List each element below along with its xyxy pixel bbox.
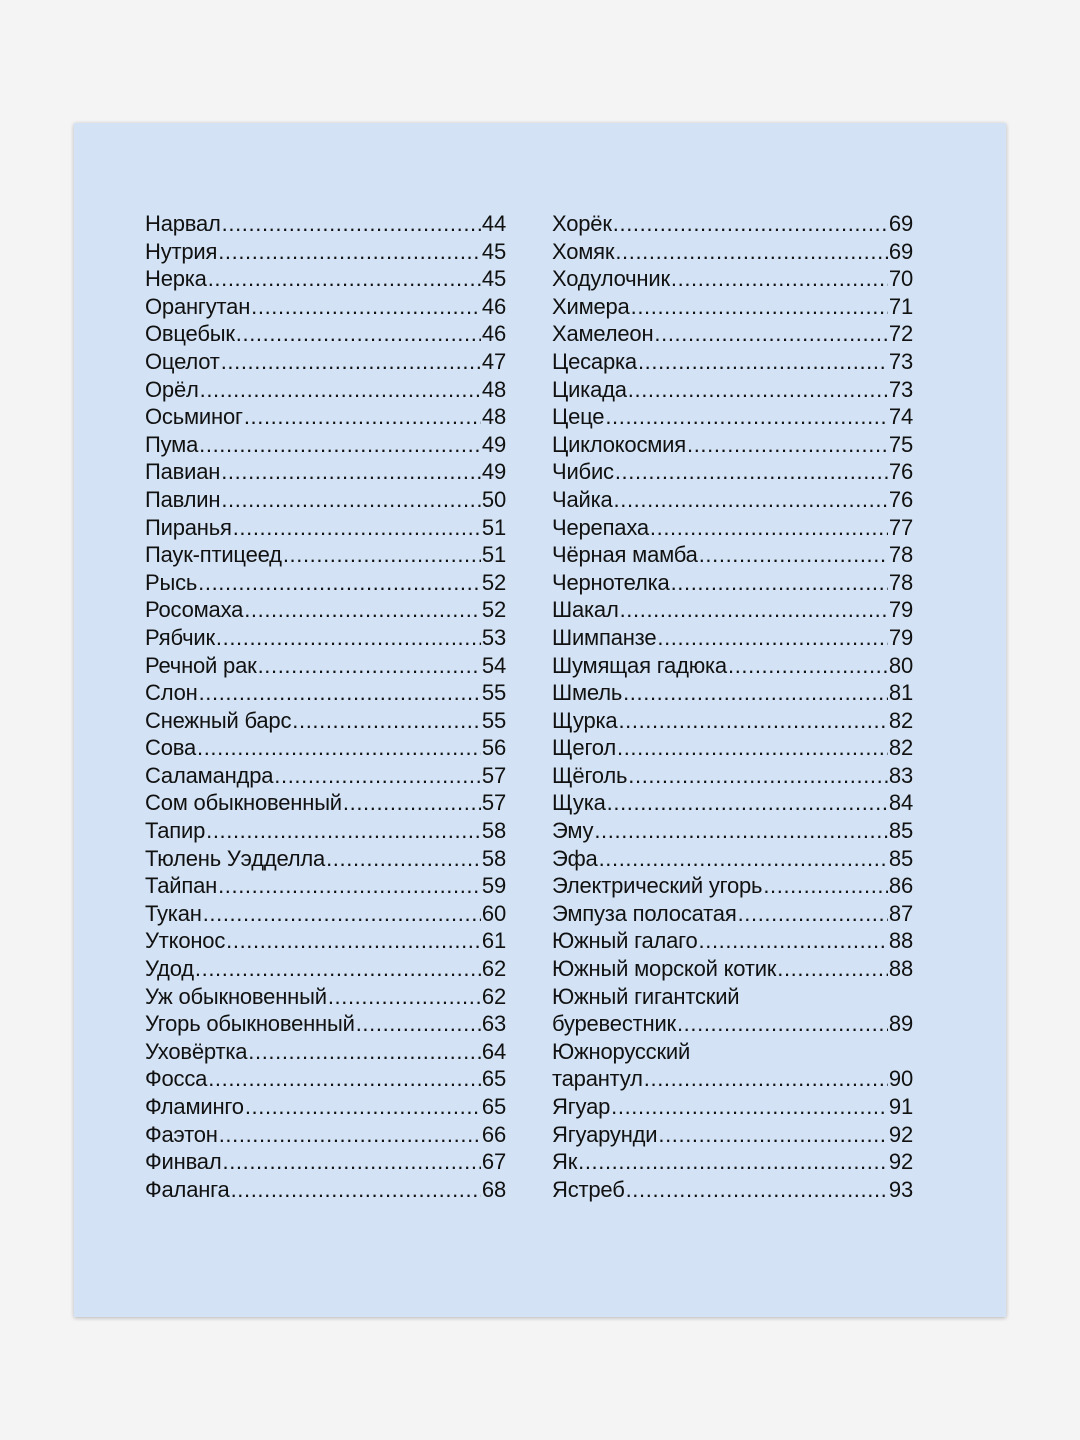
- entry-name: Хамелеон: [552, 321, 654, 347]
- dot-leader: [615, 459, 888, 485]
- entry-page-number: 60: [481, 900, 506, 926]
- entry-page-number: 45: [481, 266, 506, 292]
- entry-page-number: 59: [481, 873, 506, 899]
- entry-page-number: 66: [481, 1121, 506, 1147]
- index-entry: [552, 432, 913, 460]
- entry-name: Паук-птицеед: [145, 542, 282, 568]
- entry-page-number: 86: [888, 873, 913, 899]
- entry-name: Южный галаго: [552, 928, 698, 954]
- index-entry: [145, 515, 506, 543]
- entry-name: Сом обыкновенный: [145, 790, 342, 816]
- entry-page-number: 74: [888, 404, 913, 430]
- entry-page-number: 82: [888, 735, 913, 761]
- dot-leader: [611, 1094, 888, 1120]
- dot-leader: [738, 901, 888, 927]
- entry-name: Саламандра: [145, 762, 274, 788]
- entry-page-number: 93: [888, 1176, 913, 1202]
- entry-page-number: 51: [481, 514, 506, 540]
- dot-leader: [216, 625, 481, 651]
- entry-page-number: 50: [481, 486, 506, 512]
- dot-leader: [687, 432, 888, 458]
- entry-page-number: 87: [888, 900, 913, 926]
- index-entry: [145, 1039, 506, 1067]
- entry-name: Эмпуза полосатая: [552, 900, 737, 926]
- entry-name: Павлин: [145, 486, 221, 512]
- dot-leader: [658, 1122, 888, 1148]
- entry-page-number: 53: [481, 624, 506, 650]
- index-entry: [145, 956, 506, 984]
- entry-name: Тукан: [145, 900, 202, 926]
- entry-page-number: 52: [481, 569, 506, 595]
- index-entry: [145, 349, 506, 377]
- entry-page-number: 49: [481, 431, 506, 457]
- dot-leader: [221, 487, 481, 513]
- dot-leader: [208, 266, 481, 292]
- index-entry: [552, 790, 913, 818]
- index-entry: [145, 873, 506, 901]
- index-entry: [145, 1094, 506, 1122]
- entry-name: Фаланга: [145, 1176, 230, 1202]
- entry-name: Тюлень Уэдделла: [145, 845, 326, 871]
- entry-name: Ягуарунди: [552, 1121, 658, 1147]
- entry-name: Оцелот: [145, 348, 220, 374]
- index-entry: [145, 542, 506, 570]
- dot-leader: [620, 597, 888, 623]
- dot-leader: [699, 542, 888, 568]
- entry-page-number: 49: [481, 459, 506, 485]
- dot-leader: [671, 266, 888, 292]
- dot-leader: [283, 542, 481, 568]
- entry-page-number: 91: [888, 1094, 913, 1119]
- index-entry: [552, 956, 913, 984]
- index-entry: [145, 432, 506, 460]
- index-entry: [145, 928, 506, 956]
- index-entry: [145, 1149, 506, 1177]
- index-entry: [552, 1011, 913, 1039]
- entry-page-number: 64: [481, 1038, 506, 1064]
- entry-name: Щегол: [552, 735, 616, 761]
- entry-name: Пума: [145, 431, 199, 457]
- entry-name: Шмель: [552, 680, 623, 706]
- entry-page-number: 62: [481, 956, 506, 982]
- entry-name: Чёрная мамба: [552, 542, 698, 568]
- dot-leader: [219, 1122, 481, 1148]
- dot-leader: [699, 928, 888, 954]
- entry-name: Южный морской котик: [552, 956, 777, 982]
- entry-page-number: 46: [481, 293, 506, 319]
- entry-name: Тайпан: [145, 873, 218, 899]
- entry-name: Нарвал: [145, 211, 221, 236]
- entry-page-number: 90: [888, 1066, 913, 1092]
- entry-name: буревестник: [552, 1011, 676, 1037]
- dot-leader: [236, 321, 481, 347]
- dot-leader: [607, 790, 888, 816]
- entry-page-number: 71: [888, 293, 913, 319]
- index-entry: [552, 735, 913, 763]
- index-entry: [552, 211, 913, 239]
- index-entry: [145, 625, 506, 653]
- entry-name: Як: [552, 1149, 578, 1175]
- entry-page-number: 68: [481, 1176, 506, 1202]
- dot-leader: [233, 515, 481, 541]
- entry-name: Нутрия: [145, 238, 218, 264]
- dot-leader: [356, 1011, 481, 1037]
- entry-name: Рябчик: [145, 624, 215, 650]
- index-entry: [552, 377, 913, 405]
- entry-page-number: 47: [481, 348, 506, 374]
- index-entry: [552, 294, 913, 322]
- index-entry: [145, 901, 506, 929]
- index-entry: [145, 404, 506, 432]
- index-entry: [145, 818, 506, 846]
- entry-name: Шумящая гадюка: [552, 652, 727, 678]
- entry-page-number: 51: [481, 542, 506, 568]
- entry-name: Цесарка: [552, 348, 637, 374]
- entry-page-number: 76: [888, 459, 913, 485]
- index-entry: [552, 1066, 913, 1094]
- dot-leader: [599, 846, 888, 872]
- index-entry: [145, 680, 506, 708]
- entry-name: Цикада: [552, 376, 627, 402]
- entry-name: Чайка: [552, 486, 613, 512]
- dot-leader: [618, 708, 887, 734]
- dot-leader: [638, 349, 888, 375]
- index-entry: [552, 266, 913, 294]
- entry-name: Электрический угорь: [552, 873, 763, 899]
- index-entry: [145, 266, 506, 294]
- dot-leader: [244, 597, 481, 623]
- entry-name: Слон: [145, 680, 198, 706]
- entry-name: Сова: [145, 735, 196, 761]
- entry-page-number: 57: [481, 762, 506, 788]
- dot-leader: [617, 735, 888, 761]
- dot-leader: [763, 873, 888, 899]
- entry-name: Фосса: [145, 1066, 208, 1092]
- entry-name: Овцебык: [145, 321, 235, 347]
- dot-leader: [195, 956, 481, 982]
- entry-page-number: 65: [481, 1066, 506, 1092]
- index-entry: [552, 901, 913, 929]
- index-entry: [552, 570, 913, 598]
- dot-leader: [594, 818, 888, 844]
- entry-name: Черепаха: [552, 514, 649, 540]
- entry-page-number: 76: [888, 486, 913, 512]
- index-entry: [552, 763, 913, 791]
- entry-page-number: 69: [888, 211, 913, 236]
- entry-page-number: 73: [888, 348, 913, 374]
- index-entry: [552, 487, 913, 515]
- entry-page-number: 81: [888, 680, 913, 706]
- entry-name: Ходулочник: [552, 266, 670, 292]
- entry-name: Фламинго: [145, 1094, 244, 1119]
- dot-leader: [200, 377, 481, 403]
- entry-page-number: 85: [888, 818, 913, 844]
- entry-name: Циклокосмия: [552, 431, 686, 457]
- index-entry: [552, 404, 913, 432]
- index-entry: [552, 928, 913, 956]
- index-entry: [145, 294, 506, 322]
- index-entry: [552, 542, 913, 570]
- index-entry: [145, 790, 506, 818]
- index-entry: [552, 680, 913, 708]
- entry-name: Удод: [145, 956, 194, 982]
- dot-leader: [221, 349, 481, 375]
- entry-page-number: 77: [888, 514, 913, 540]
- entry-page-number: 58: [481, 845, 506, 871]
- entry-page-number: 83: [888, 762, 913, 788]
- dot-leader: [251, 294, 481, 320]
- index-entry: [145, 570, 506, 598]
- dot-leader: [231, 1177, 481, 1203]
- entry-name: Нерка: [145, 266, 207, 292]
- dot-leader: [615, 239, 888, 265]
- index-entry: [552, 846, 913, 874]
- index-entry: [145, 653, 506, 681]
- index-entry: [552, 1122, 913, 1150]
- entry-page-number: 80: [888, 652, 913, 678]
- index-entry: [145, 211, 506, 239]
- index-entry: [552, 239, 913, 267]
- dot-leader: [343, 790, 481, 816]
- dot-leader: [222, 1149, 480, 1175]
- entry-page-number: 61: [481, 928, 506, 954]
- entry-name: Снежный барс: [145, 707, 292, 733]
- entry-page-number: 46: [481, 321, 506, 347]
- dot-leader: [578, 1149, 888, 1175]
- dot-leader: [628, 763, 888, 789]
- entry-name: Тапир: [145, 818, 206, 844]
- index-entry: [145, 377, 506, 405]
- entry-name: Фаэтон: [145, 1121, 218, 1147]
- index-entry: [145, 1066, 506, 1094]
- entry-name: Орангутан: [145, 293, 251, 319]
- dot-leader: [198, 570, 481, 596]
- index-entry: [145, 708, 506, 736]
- entry-name: Пиранья: [145, 514, 232, 540]
- entry-name: Павиан: [145, 459, 221, 485]
- entry-page-number: 54: [481, 652, 506, 678]
- entry-name: Финвал: [145, 1149, 222, 1175]
- entry-page-number: 48: [481, 404, 506, 430]
- dot-leader: [218, 239, 481, 265]
- index-entry: [552, 349, 913, 377]
- entry-page-number: 88: [888, 928, 913, 954]
- entry-name: Осьминог: [145, 404, 243, 430]
- dot-leader: [197, 735, 481, 761]
- index-entry: [552, 708, 913, 736]
- entry-name: Химера: [552, 293, 630, 319]
- entry-name: Эму: [552, 818, 594, 844]
- index-entry: [145, 1122, 506, 1150]
- entry-page-number: 73: [888, 376, 913, 402]
- entry-page-number: 65: [481, 1094, 506, 1119]
- entry-page-number: 82: [888, 707, 913, 733]
- entry-name: Щёголь: [552, 762, 628, 788]
- index-entry: [145, 459, 506, 487]
- entry-name: Цеце: [552, 404, 605, 430]
- entry-name: Хорёк: [552, 211, 612, 236]
- entry-page-number: 78: [888, 569, 913, 595]
- entry-name: Шимпанзе: [552, 624, 657, 650]
- dot-leader: [626, 1177, 888, 1203]
- entry-page-number: 72: [888, 321, 913, 347]
- entry-name: Орёл: [145, 376, 199, 402]
- index-entry: [552, 515, 913, 543]
- entry-page-number: 48: [481, 376, 506, 402]
- dot-leader: [292, 708, 481, 734]
- index-entry: [552, 1094, 913, 1122]
- entry-page-number: 56: [481, 735, 506, 761]
- dot-leader: [631, 294, 888, 320]
- dot-leader: [657, 625, 888, 651]
- dot-leader: [258, 653, 481, 679]
- entry-page-number: 79: [888, 597, 913, 623]
- entry-name: Ястреб: [552, 1176, 625, 1202]
- index-entry: [552, 653, 913, 681]
- dot-leader: [222, 211, 481, 237]
- index-entry: [552, 597, 913, 625]
- entry-page-number: 92: [888, 1121, 913, 1147]
- index-entry: [552, 1039, 913, 1067]
- index-column-right: [552, 211, 913, 1204]
- dot-leader: [226, 928, 481, 954]
- entry-page-number: 62: [481, 983, 506, 1009]
- dot-leader: [328, 984, 481, 1010]
- index-entry: [552, 873, 913, 901]
- entry-name: Чибис: [552, 459, 614, 485]
- entry-page-number: 69: [888, 238, 913, 264]
- entry-name: Шакал: [552, 597, 619, 623]
- entry-page-number: 55: [481, 707, 506, 733]
- index-column-left: [145, 211, 506, 1204]
- dot-leader: [728, 653, 888, 679]
- entry-page-number: 44: [481, 211, 506, 236]
- entry-page-number: 58: [481, 818, 506, 844]
- entry-page-number: 52: [481, 597, 506, 623]
- dot-leader: [613, 211, 888, 237]
- dot-leader: [218, 873, 481, 899]
- dot-leader: [605, 404, 888, 430]
- index-entry: [552, 459, 913, 487]
- dot-leader: [203, 901, 481, 927]
- entry-name: Уховёртка: [145, 1038, 248, 1064]
- dot-leader: [614, 487, 888, 513]
- index-entry: [145, 846, 506, 874]
- entry-name: Южный гигантский: [552, 983, 740, 1009]
- index-entry: [552, 1177, 913, 1205]
- index-entry: [552, 625, 913, 653]
- entry-name: Щука: [552, 790, 606, 816]
- entry-name: Угорь обыкновенный: [145, 1011, 355, 1037]
- dot-leader: [221, 459, 481, 485]
- index-entry: [145, 1177, 506, 1205]
- index-page: [74, 123, 1006, 1317]
- entry-page-number: 92: [888, 1149, 913, 1175]
- entry-name: Эфа: [552, 845, 598, 871]
- index-entry: [145, 321, 506, 349]
- entry-name: Уж обыкновенный: [145, 983, 327, 1009]
- entry-name: Чернотелка: [552, 569, 670, 595]
- entry-page-number: 89: [888, 1011, 913, 1037]
- dot-leader: [650, 515, 888, 541]
- index-entry: [145, 239, 506, 267]
- index-entry: [552, 818, 913, 846]
- entry-name: Речной рак: [145, 652, 257, 678]
- entry-page-number: 70: [888, 266, 913, 292]
- index-entry: [145, 735, 506, 763]
- entry-page-number: 78: [888, 542, 913, 568]
- index-entry: [552, 984, 913, 1012]
- entry-page-number: 63: [481, 1011, 506, 1037]
- entry-page-number: 67: [481, 1149, 506, 1175]
- entry-page-number: 79: [888, 624, 913, 650]
- dot-leader: [326, 846, 481, 872]
- dot-leader: [274, 763, 481, 789]
- index-entry: [552, 321, 913, 349]
- dot-leader: [199, 432, 481, 458]
- entry-name: Утконос: [145, 928, 226, 954]
- entry-name: тарантул: [552, 1066, 643, 1092]
- dot-leader: [245, 1094, 481, 1120]
- dot-leader: [628, 377, 888, 403]
- dot-leader: [206, 818, 481, 844]
- entry-name: Щурка: [552, 707, 618, 733]
- index-entry: [145, 763, 506, 791]
- entry-name: Рысь: [145, 569, 198, 595]
- index-entry: [145, 597, 506, 625]
- dot-leader: [644, 1066, 888, 1092]
- dot-leader: [208, 1066, 481, 1092]
- index-entry: [145, 487, 506, 515]
- entry-name: Ягуар: [552, 1094, 611, 1119]
- entry-page-number: 45: [481, 238, 506, 264]
- index-entry: [552, 1149, 913, 1177]
- entry-name: Росомаха: [145, 597, 244, 623]
- entry-page-number: 55: [481, 680, 506, 706]
- dot-leader: [199, 680, 481, 706]
- dot-leader: [244, 404, 481, 430]
- dot-leader: [777, 956, 888, 982]
- dot-leader: [623, 680, 888, 706]
- index-entry: [145, 984, 506, 1012]
- entry-page-number: 88: [888, 956, 913, 982]
- entry-name: Южнорусский: [552, 1038, 691, 1064]
- entry-page-number: 57: [481, 790, 506, 816]
- entry-page-number: 84: [888, 790, 913, 816]
- dot-leader: [654, 321, 888, 347]
- index-entry: [145, 1011, 506, 1039]
- entry-page-number: 85: [888, 845, 913, 871]
- dot-leader: [248, 1039, 481, 1065]
- dot-leader: [671, 570, 888, 596]
- entry-page-number: 75: [888, 431, 913, 457]
- entry-name: Хомяк: [552, 238, 615, 264]
- dot-leader: [677, 1011, 888, 1037]
